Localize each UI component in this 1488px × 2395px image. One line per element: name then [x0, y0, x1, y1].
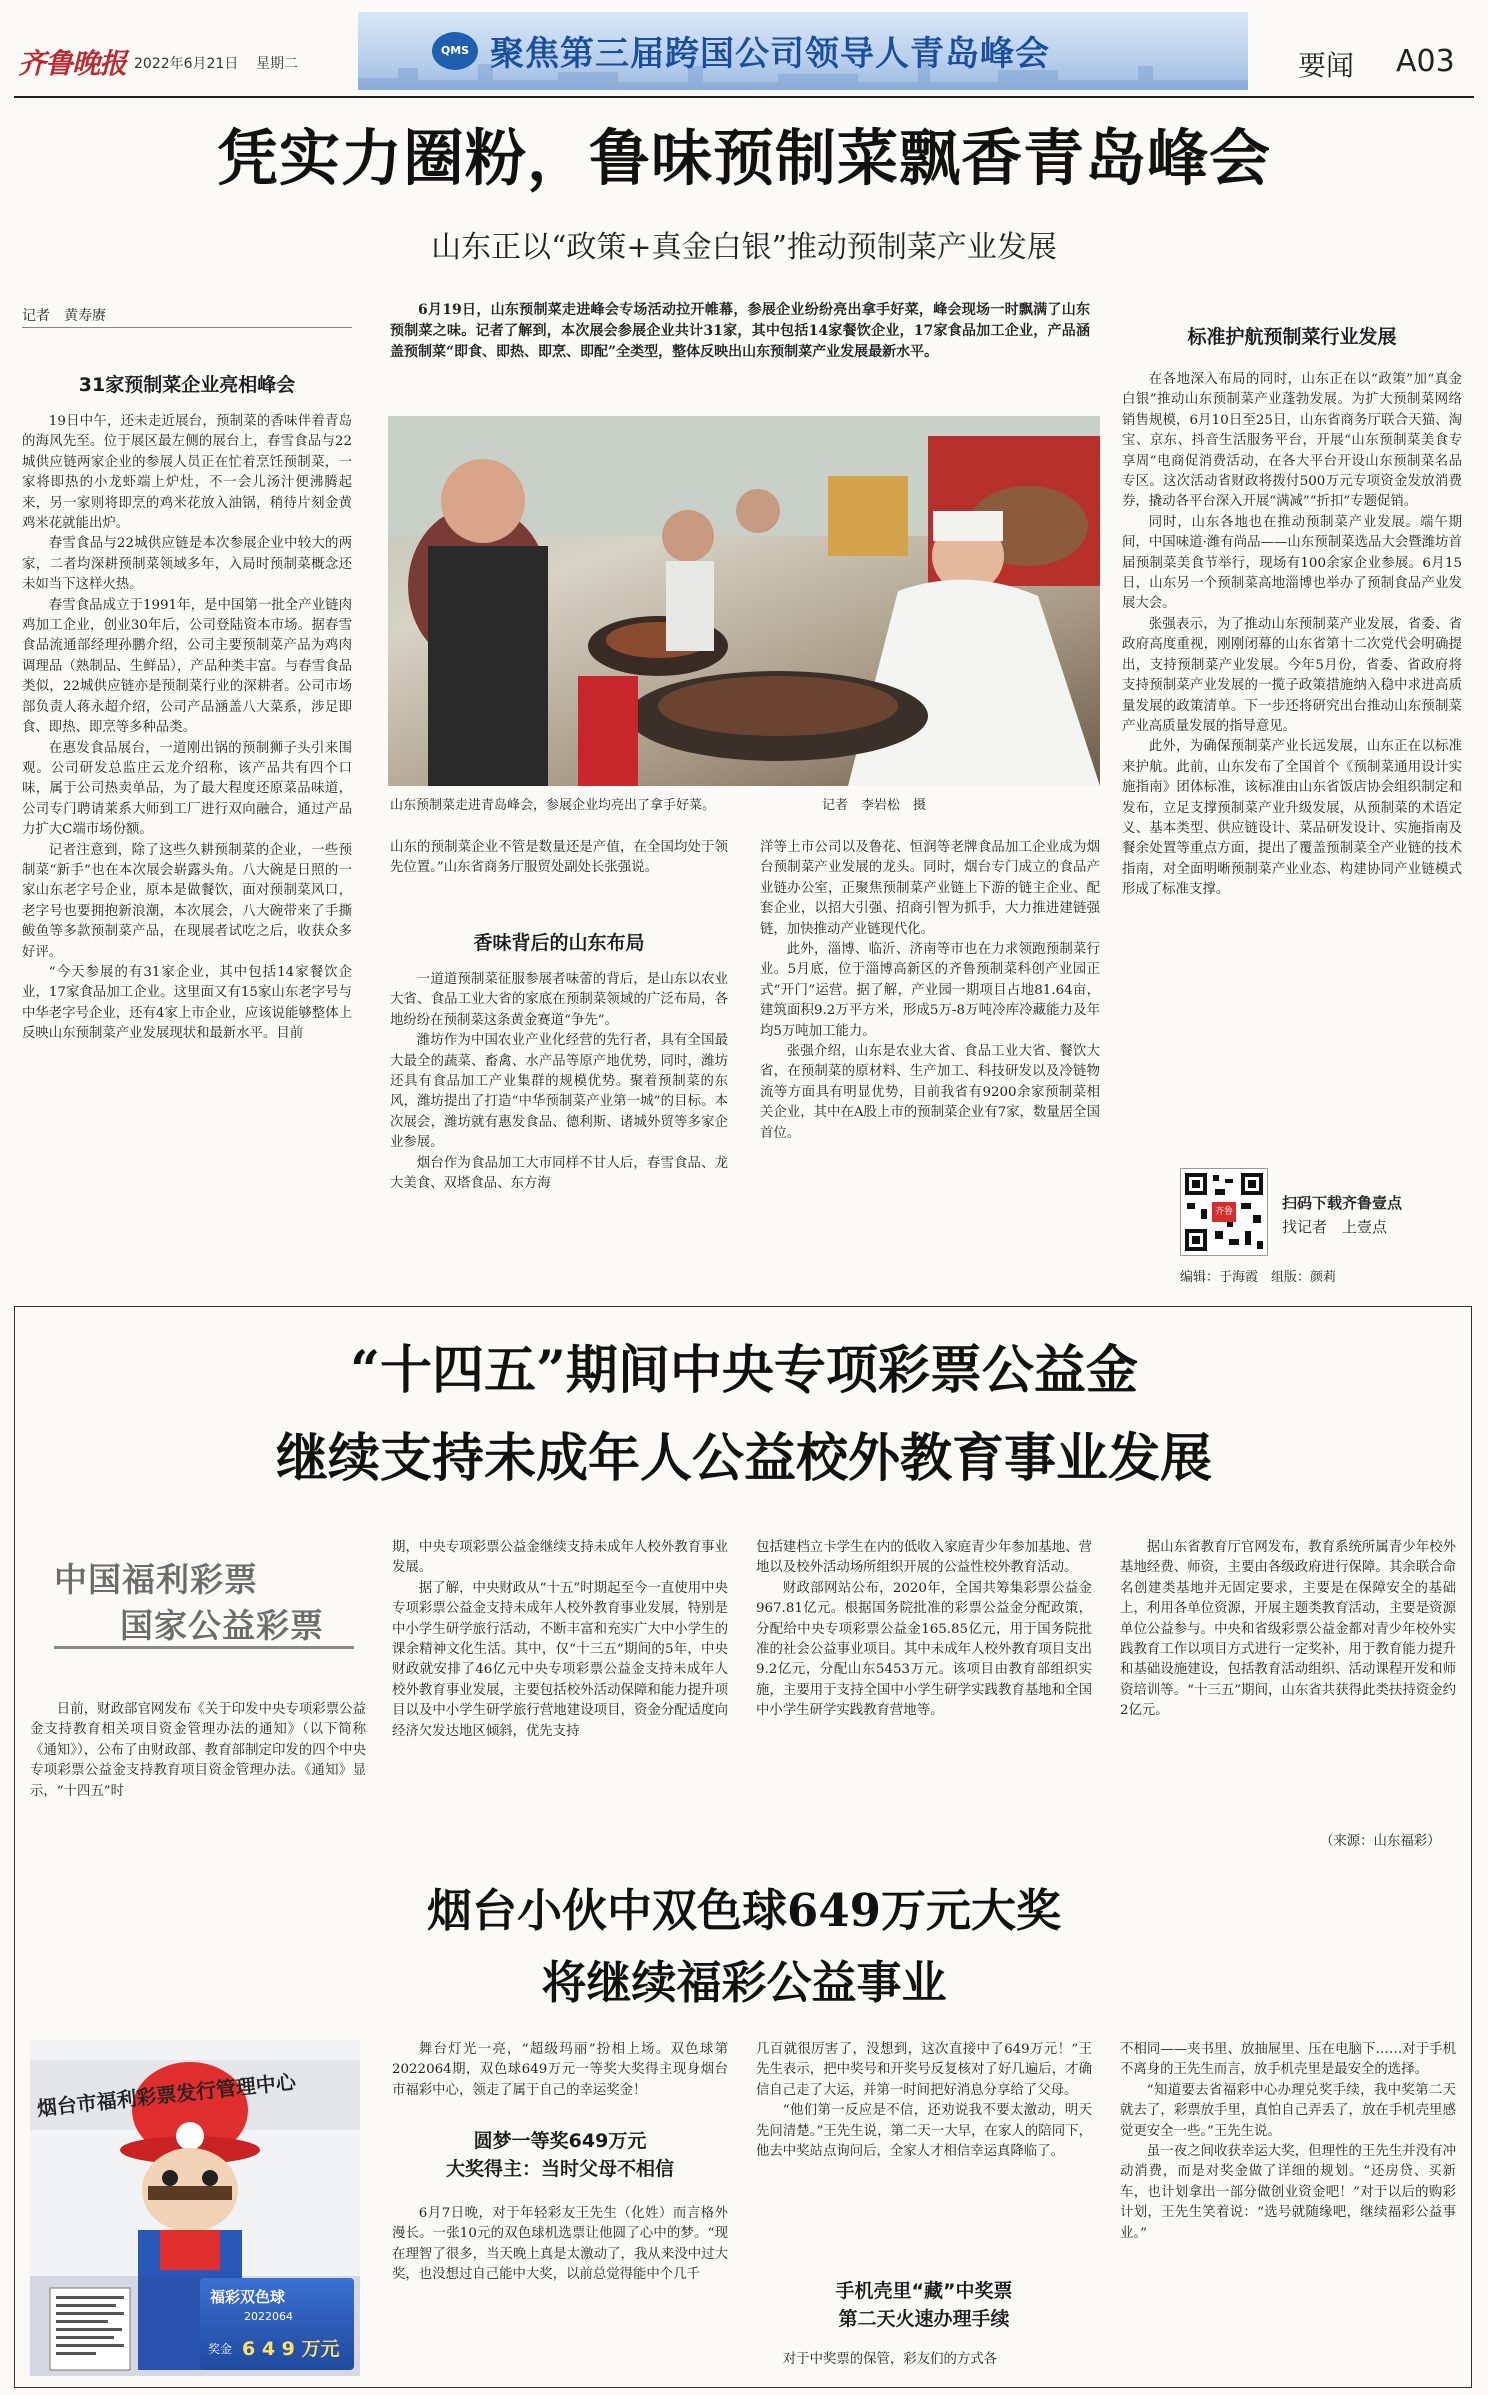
a1-col4-p2: 同时，山东各地也在推动预制菜产业发展。端午期间，中国味道·潍有尚品——山东预制菜选品大会暨潍坊首届预制菜美食节举行，现场有100余家企业参展。6月15日，山东另一个预制菜高地淄博也举办了预制食品产业发展大会。 [1122, 514, 1462, 612]
a2-col4-p1: 据山东省教育厅官网发布，教育系统所属青少年校外基地经费、师资，主要由各级政府进行保障。其余联合命名创建类基地并无固定要求，主要是在保障安全的基础上，利用各单位资源，开展主题类教育活动，主要是资源单位公益参与。中央和省级彩票公益金都对青少年校外实践教育工作以项目方式进行一定奖补，用于教育能力提升和基础设施建设，包括教育活动组织、活动课程开发和师资培训等。“十三五”期间，山东省共获得此类扶持资金约2亿元。 [1120, 1540, 1456, 1719]
a1-col1 [22, 412, 352, 1290]
welfare-lottery-logo-text-1: 中国福利彩票 [54, 1560, 258, 1599]
a1-col3 [760, 838, 1100, 1290]
a1-col4 [1122, 370, 1462, 1150]
a3-sub1-2: 大奖得主：当时父母不相信 [445, 2158, 674, 2180]
a1-col2b [390, 970, 728, 1290]
a2-headline-1: “十四五”期间中央专项彩票公益金 [350, 1340, 1138, 1401]
masthead-rule [14, 96, 1474, 98]
a3-col1b-p1: 6月7日晚，对于年轻彩友王先生（化姓）而言格外漫长。一张10元的双色球机选票让他圆了心中的梦。“现在理智了很多，当天晚上真是太激动了，我从来没中过大奖，也没想过自己能中大奖，以前总觉得能中个几千 [392, 2206, 728, 2283]
welfare-lottery-logo [40, 1546, 360, 1650]
a1-sub2: 香味背后的山东布局 [473, 932, 645, 954]
a2-col3 [756, 1538, 1092, 1854]
a2-col1-p1: 日前，财政部官网发布《关于印发中央专项彩票公益金支持教育相关项目资金管理办法的通知》（以下简称《通知》），公布了由财政部、教育部制定印发的四个中央专项彩票公益金支持教育项目资金管理办法。《通知》显示，“十四五”时 [30, 1702, 366, 1799]
a1-photo [388, 416, 1100, 786]
a3-headline-2: 将继续福彩公益事业 [541, 1956, 947, 2009]
a3-col2-p1: 几百就很厉害了，没想到，这次直接中了649万元！”王先生表示，把中奖号和开奖号反复核对了好几遍后，才确信自己走了大运，并第一时间把好消息分享给了父母。 [756, 2042, 1092, 2098]
a3-photo-sign: 烟台市福利彩票发行管理中心 [35, 2069, 297, 2121]
a2-col2-p2: 据了解，中央财政从“十五”时期起至今一直使用中央专项彩票公益金支持未成年人校外教育事业发展，特别是中小学生研学旅行活动，不断丰富和充实广大中小学生的课余精神文化生活。其中，仅“十三五”期间的5年，中央财政就安排了46亿元中央专项彩票公益金支持未成年人校外教育事业发展，主要包括校外活动保障和能力提升项目以及中小学生研学旅行营地建设项目，资金分配适度向经济欠发达地区倾斜，优先支持 [392, 1580, 728, 1739]
a1-col1-p1: 19日中午，还未走近展台，预制菜的香味伴着青岛的海风先至。位于展区最左侧的展台上，春雪食品与22城供应链两家企业的参展人员正在忙着烹饪预制菜，一家将即热的小龙虾端上炉灶，不一会儿汤汁便沸腾起来，另一家则将即烹的鸡米花放入油锅，稍待片刻金黄鸡米花就能出炉。 [22, 414, 352, 532]
qr-badge: 齐鲁 [1212, 1202, 1236, 1222]
a1-photo-caption: 山东预制菜走进青岛峰会，参展企业均亮出了拿手好菜。 [390, 798, 716, 813]
a1-lead-text: 6月19日，山东预制菜走进峰会专场活动拉开帷幕，参展企业纷纷亮出拿手好菜，峰会现场一时飘满了山东预制菜之味。记者了解到，本次展会参展企业共计31家，其中包括14家餐饮企业，17家食品加工企业，产品涵盖预制菜“即食、即热、即烹、即配”全类型，整体反映出山东预制菜产业发展最新水平。 [390, 302, 1090, 360]
summit-banner-title: 聚焦第三届跨国公司领导人青岛峰会 [490, 34, 1050, 74]
a3-col1 [392, 2040, 728, 2122]
a3-headline-1: 烟台小伙中双色球649万元大奖 [427, 1884, 1061, 1937]
prize-card-title: 福彩双色球 [210, 2288, 286, 2306]
a1-subhead: 山东正以“政策+真金白银”推动预制菜产业发展 [431, 230, 1057, 265]
a2-col4 [1120, 1538, 1456, 1826]
a1-photo-credit: 记者 李岩松 摄 [822, 798, 927, 813]
a1-col1-p6: “今天参展的有31家企业，其中包括14家餐饮企业，17家食品加工企业。这里面又有15家山东老字号与中华老字号企业，还有4家上市企业，应该说能够整体上反映山东预制菜产业发展现状和最新水平。目前 [22, 964, 352, 1042]
logo-divider [54, 1646, 354, 1649]
a1-sub3: 标准护航预制菜行业发展 [1187, 326, 1397, 348]
a1-col2b-p3: 烟台作为食品加工大市同样不甘人后，春雪食品、龙大美食、双塔食品、东方海 [390, 1155, 728, 1192]
a3-col2 [756, 2040, 1092, 2264]
a1-byline: 记者 黄寿赓 [22, 308, 106, 324]
a1-sub1: 31家预制菜企业亮相峰会 [78, 374, 296, 396]
a1-headline: 凭实力圈粉，鲁味预制菜飘香青岛峰会 [216, 123, 1271, 194]
a3-col2-p2: “他们第一反应是不信，还劝说我不要太激动，明天先问清楚。”王先生说，第二天一大早，在家人的陪同下，他去中奖站点询问后，全家人才相信幸运真降临了。 [756, 2103, 1092, 2160]
a3-sub1-1: 圆梦一等奖649万元 [473, 2130, 647, 2152]
a3-sub2-2: 第二天火速办理手续 [838, 2308, 1010, 2330]
a1-col2a-p1: 山东的预制菜企业不管是数量还是产值，在全国均处于领先位置。”山东省商务厅服贸处副处长张强说。 [390, 840, 728, 876]
a2-col3-p1: 包括建档立卡学生在内的低收入家庭青少年参加基地、营地以及校外活动场所组织开展的公益性校外教育活动。 [756, 1540, 1092, 1576]
issue-weekday: 星期二 [256, 56, 298, 72]
newspaper-logo: 齐鲁晚报 [18, 47, 127, 80]
a1-col2a [390, 838, 728, 902]
a1-col4-p4: 此外，为确保预制菜产业长远发展，山东正在以标准来护航。此前，山东发布了全国首个《预制菜通用设计实施指南》团体标准，该标准由山东省饭店协会组织制定和发布，立足支撑预制菜产业升级发展，从预制菜的术语定义、基本类型、供应链设计、菜品研发设计、实施指南及餐余处置等重点方面，提出了覆盖预制菜全产业链的技术指南，对全面明晰预制菜产业业态、构建协同产业链模式形成了标准支撑。 [1122, 739, 1462, 898]
a2-col2-p1: 期，中央专项彩票公益金继续支持未成年人校外教育事业发展。 [392, 1540, 728, 1576]
a1-col4-p3: 张强表示，为了推动山东预制菜产业发展，省委、省政府高度重视，刚刚闭幕的山东省第十二次党代会明确提出，支持预制菜产业发展。今年5月份，省委、省政府将支持预制菜产业发展的一揽子政策措施纳入稳中求进高质量发展的政策清单。下一步还将研究出台推动山东预制菜产业高质量发展的指导意见。 [1122, 616, 1462, 734]
a1-col3-p3: 张强介绍，山东是农业大省、食品工业大省、餐饮大省，在预制菜的原材料、生产加工、科技研发以及冷链物流等方面具有明显优势，目前我省有9200余家预制菜相关企业，其中在A股上市的预制菜企业有7家，数量居全国首位。 [760, 1044, 1100, 1141]
a3-photo [30, 2040, 360, 2376]
a2-headline-2: 继续支持未成年人公益校外教育事业发展 [275, 1428, 1212, 1489]
a3-col3 [1120, 2040, 1456, 2376]
issue-date: 2022年6月21日 [134, 56, 239, 72]
prize-card-number: 2022064 [244, 2310, 293, 2323]
a1-col3-p1: 洋等上市公司以及鲁花、恒润等老牌食品加工企业成为烟台预制菜产业发展的龙头。同时，烟台专门成立的食品产业链办公室，正聚焦预制菜产业链上下游的链主企业、配套企业，以招大引强、招商引智为抓手，大力推进建链强链，加快推动产业链现代化。 [760, 840, 1100, 937]
a2-col3-p2: 财政部网站公布，2020年，全国共筹集彩票公益金967.81亿元。根据国务院批准的彩票公益金分配政策，分配给中央专项彩票公益金165.85亿元，用于国务院批准的社会公益事业项目。其中未成年人校外教育项目支出9.2亿元，分配山东5453万元。该项目由教育部组织实施，主要用于支持全国中小学生研学实践教育基地和全国中小学生研学实践教育营地等。 [756, 1580, 1092, 1719]
prize-card-label: 奖金 [208, 2342, 233, 2356]
a3-col1b [392, 2204, 728, 2376]
a3-col3-p3: 虽一夜之间收获幸运大奖，但理性的王先生并没有冲动消费，而是对奖金做了详细的规划。“还房贷、买新车，也计划拿出一部分做创业资金吧！”对于以后的购彩计划，王先生笑着说：“选号就随缘吧，继续福彩公益事业。” [1120, 2144, 1456, 2241]
a1-byline-rule [22, 327, 352, 328]
a3-col2b [756, 2350, 1092, 2376]
qms-logo: QMS [432, 32, 478, 70]
a1-col2b-p2: 潍坊作为中国农业产业化经营的先行者，具有全国最大最全的蔬菜、畜禽、水产品等原产地优势，同时，潍坊还具有食品加工产业集群的规模优势。聚着预制菜的东风，潍坊提出了打造“中华预制菜产业第一城”的目标。本次展会，潍坊就有惠发食品、德利斯、诸城外贸等多家企业参展。 [390, 1033, 728, 1151]
a1-col3-p2: 此外，淄博、临沂、济南等市也在力求领跑预制菜行业。5月底，位于淄博高新区的齐鲁预制菜科创产业园正式“开门”运营。据了解，产业园一期项目占地81.64亩，建筑面积9.2万平方米，形成5万-8万吨冷库冷藏能力及年均5万吨加工能力。 [760, 942, 1100, 1039]
a3-sub2-1: 手机壳里“藏”中奖票 [835, 2280, 1013, 2302]
a2-source: （来源：山东福彩） [1320, 1834, 1441, 1849]
a1-col2b-p1: 一道道预制菜征服参展者味蕾的背后，是山东以农业大省、食品工业大省的家底在预制菜领域的广泛布局，各地纷纷在预制菜这条黄金赛道“争先”。 [390, 972, 728, 1028]
a1-col1-p4: 在惠发食品展台，一道刚出锅的预制狮子头引来围观。公司研发总监庄云龙介绍称，该产品共有四个口味，属于公司热卖单品，为了最大程度还原菜品味道，公司专门聘请莱系大师到工厂进行双向融合，通过产品力扩大C端市场份额。 [22, 740, 352, 838]
page-number: A03 [1396, 44, 1455, 79]
a3-col1-p1: 舞台灯光一亮，“超级玛丽”扮相上场。双色球第2022064期，双色球649万元一等奖大奖得主现身烟台市福彩中心，领走了属于自己的幸运奖金！ [392, 2042, 728, 2098]
summit-banner [358, 12, 1248, 90]
editor-credit: 编辑：于海霞 组版：颜莉 [1180, 1270, 1337, 1285]
masthead [0, 0, 1488, 98]
a3-col3-p2: “知道要去省福彩中心办理兑奖手续，我中奖第二天就去了，彩票放手里，真怕自己弄丢了，放在手机壳里感觉更安全一些。”王先生说。 [1120, 2082, 1456, 2139]
a3-col3-p1: 不相同——夹书里、放抽屉里、压在电脑下……对于手机不离身的王先生而言，放手机壳里是最安全的选择。 [1120, 2042, 1456, 2078]
a1-col4-p1: 在各地深入布局的同时，山东正在以“政策”加“真金白银”推动山东预制菜产业蓬勃发展。为扩大预制菜网络销售规模，6月10日至25日，山东省商务厅联合天猫、淘宝、京东、抖音生活服务平台，开展“山东预制菜美食专享周”电商促消费活动，在各大平台开设山东预制菜名品专区。这次活动省财政将拨付500万元专项资金发放消费券，撬动各平台深入开展“满减”“折扣”专题促销。 [1122, 372, 1462, 510]
a3-col2b-p1: 对于中奖票的保管，彩友们的方式各 [782, 2352, 998, 2367]
prize-card [200, 2278, 354, 2370]
a1-col1-p5: 记者注意到，除了这些久耕预制菜的企业，一些预制菜“新手”也在本次展会崭露头角。八大碗是日照的一家山东老字号企业，原本是做餐饮，面对预制菜风口，老字号也要拥抱新浪潮，本次展会，八大碗带来了手撕鲅鱼等多款预制菜产品，在现展者试吃之后，收获众多好评。 [22, 842, 352, 960]
a1-col1-p2: 春雪食品与22城供应链是本次参展企业中较大的两家，二者均深耕预制菜领域多年，入局时预制菜概念还未如当下这样火热。 [22, 536, 352, 593]
qr-label: 扫码下载齐鲁壹点 [1282, 1194, 1403, 1212]
a2-col1 [30, 1700, 366, 1852]
welfare-lottery-logo-text-2: 国家公益彩票 [120, 1606, 324, 1645]
prize-card-amount: 6 4 9 万元 [242, 2338, 340, 2360]
a1-col1-p3: 春雪食品成立于1991年，是中国第一批全产业链肉鸡加工企业，创业30年后，公司登陆资本市场。据春雪食品流通部经理孙鹏介绍，公司主要预制菜产品为鸡肉调理品（熟制品、生鲜品），产品种类丰富。与春雪食品类似，22城供应链亦是预制菜行业的深耕者。公司市场部负责人蒋永超介绍，公司产品涵盖八大菜系，涉足即食、即热、即烹等多种品类。 [22, 597, 352, 736]
a2-col2 [392, 1538, 728, 1854]
a1-lead [390, 300, 1090, 363]
qr-code[interactable] [1180, 1168, 1268, 1256]
section-name: 要闻 [1298, 49, 1355, 82]
qr-sub: 找记者 上壹点 [1282, 1218, 1388, 1236]
